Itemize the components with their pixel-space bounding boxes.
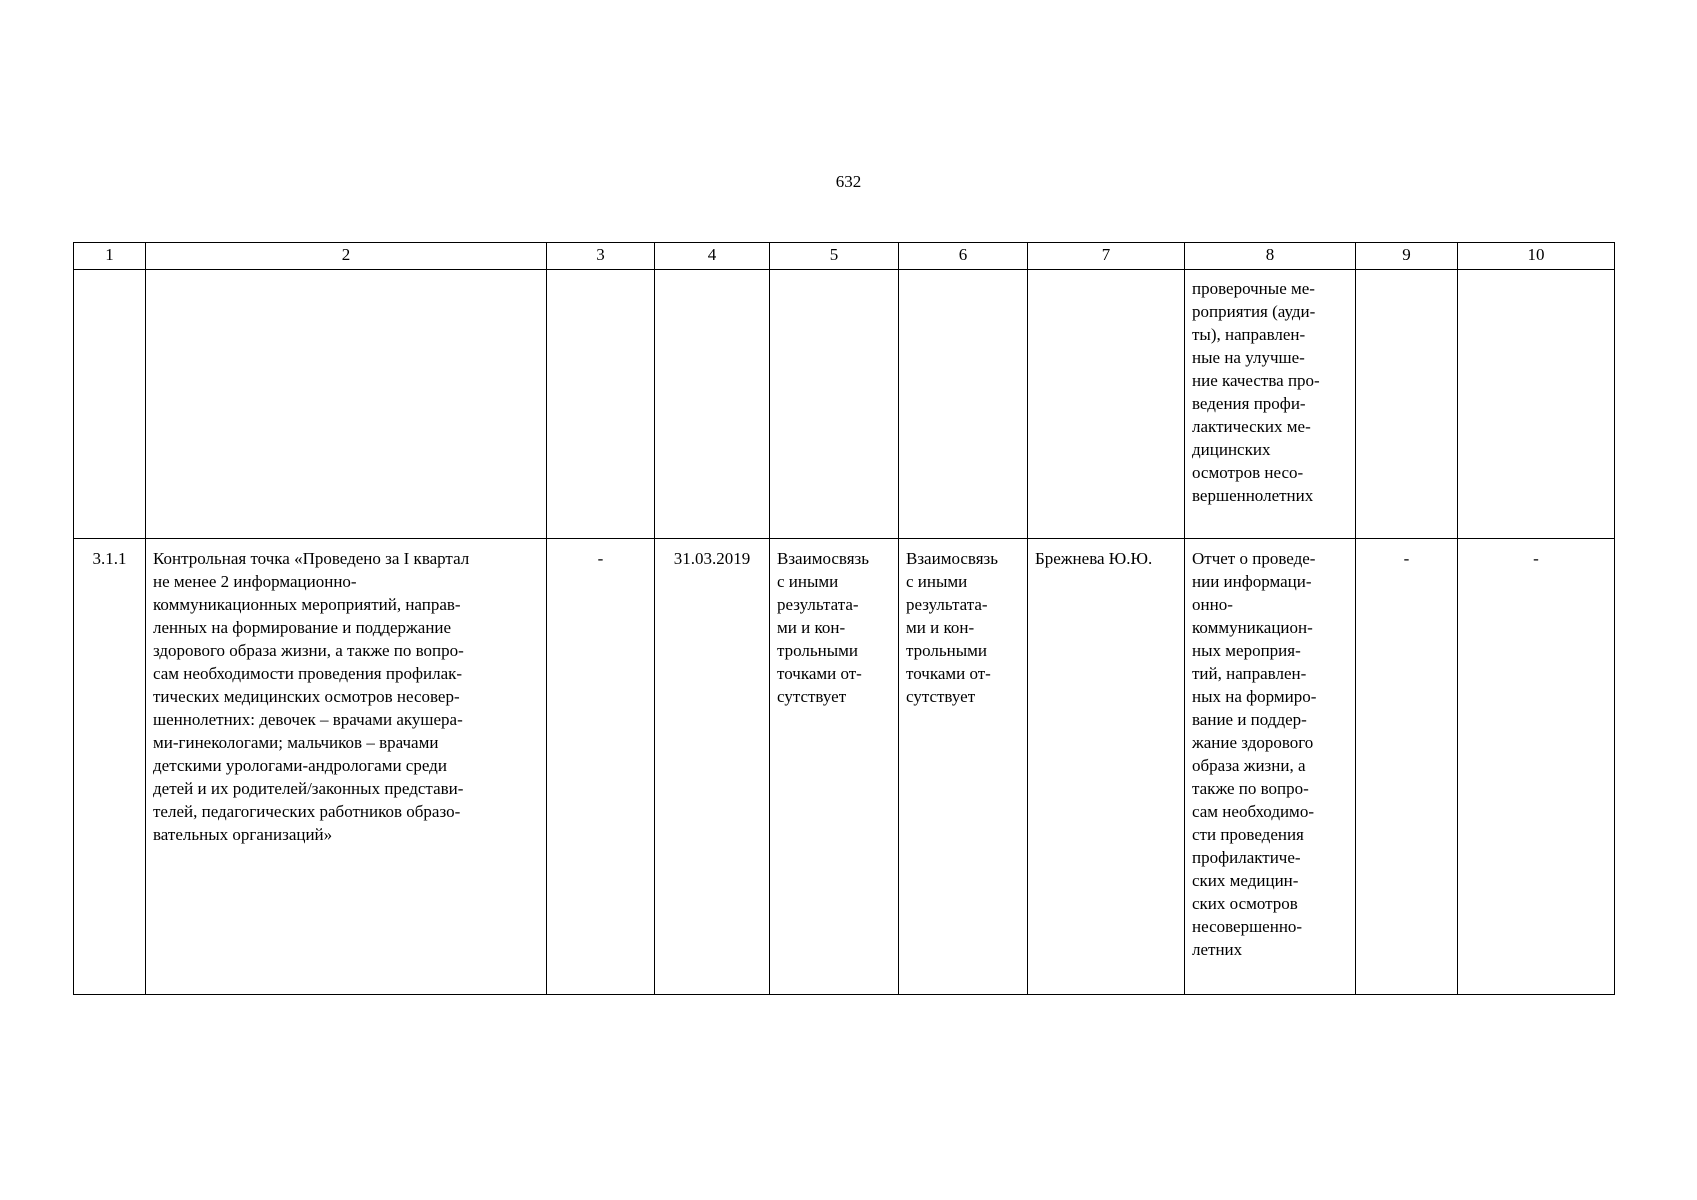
column-header: 4 — [655, 243, 770, 270]
table-cell-description: Контрольная точка «Проведено за I квартал не менее 2 информационно- коммуникационных мероприятий, направ- ленных на формирование и поддержание здорового образа жизни, а также по вопро- сам необходимости проведения профилак- тических медицинских осмотров несовер- шеннолетних: девочек – врачами акушера- ми-гинекологами; мальчиков – врачами детскими урологами-андрологами среди детей и их родителей/законных представи- телей, педагогических работников образо- вательных организаций» — [146, 539, 547, 995]
table-cell — [1356, 270, 1458, 539]
header-row — [74, 243, 1615, 270]
table-cell — [547, 270, 655, 539]
table-cell-responsible: Брежнева Ю.Ю. — [1028, 539, 1185, 995]
table-cell — [74, 270, 146, 539]
table-row — [74, 539, 1615, 995]
column-header: 9 — [1356, 243, 1458, 270]
table-cell-result: Отчет о проведе- нии информаци- онно- коммуникацион- ных мероприя- тий, направлен- ных на формиро- вание и поддер- жание здорового образа жизни, а также по вопро- сам необходимо- сти проведения профилактиче- ских медицин- ских осмотров несовершенно- летних — [1185, 539, 1356, 995]
column-header: 8 — [1185, 243, 1356, 270]
column-header: 7 — [1028, 243, 1185, 270]
column-header: 3 — [547, 243, 655, 270]
table-cell-number: 3.1.1 — [74, 539, 146, 995]
table-cell-col10: - — [1458, 539, 1615, 995]
column-header: 6 — [899, 243, 1028, 270]
table-cell — [899, 270, 1028, 539]
table-cell — [146, 270, 547, 539]
table-cell-col9: - — [1356, 539, 1458, 995]
page-number: 632 — [835, 172, 862, 191]
document-table — [73, 242, 1615, 995]
table-cell — [1458, 270, 1615, 539]
column-header: 1 — [74, 243, 146, 270]
column-header: 5 — [770, 243, 899, 270]
table-cell — [770, 270, 899, 539]
column-header: 2 — [146, 243, 547, 270]
table-cell-relation: Взаимосвязь с иными результата- ми и кон- трольными точками от- сутствует — [899, 539, 1028, 995]
table-cell-result: проверочные ме- роприятия (ауди- ты), направлен- ные на улучше- ние качества про- ведения профи- лактических ме- дицинских осмотров несо- вершеннолетних — [1185, 270, 1356, 539]
table-cell — [1028, 270, 1185, 539]
table-cell-end-date: 31.03.2019 — [655, 539, 770, 995]
table-cell — [655, 270, 770, 539]
column-header: 10 — [1458, 243, 1615, 270]
table-cell-start-date: - — [547, 539, 655, 995]
table-cell-relation: Взаимосвязь с иными результата- ми и кон- трольными точками от- сутствует — [770, 539, 899, 995]
table-row — [74, 270, 1615, 539]
